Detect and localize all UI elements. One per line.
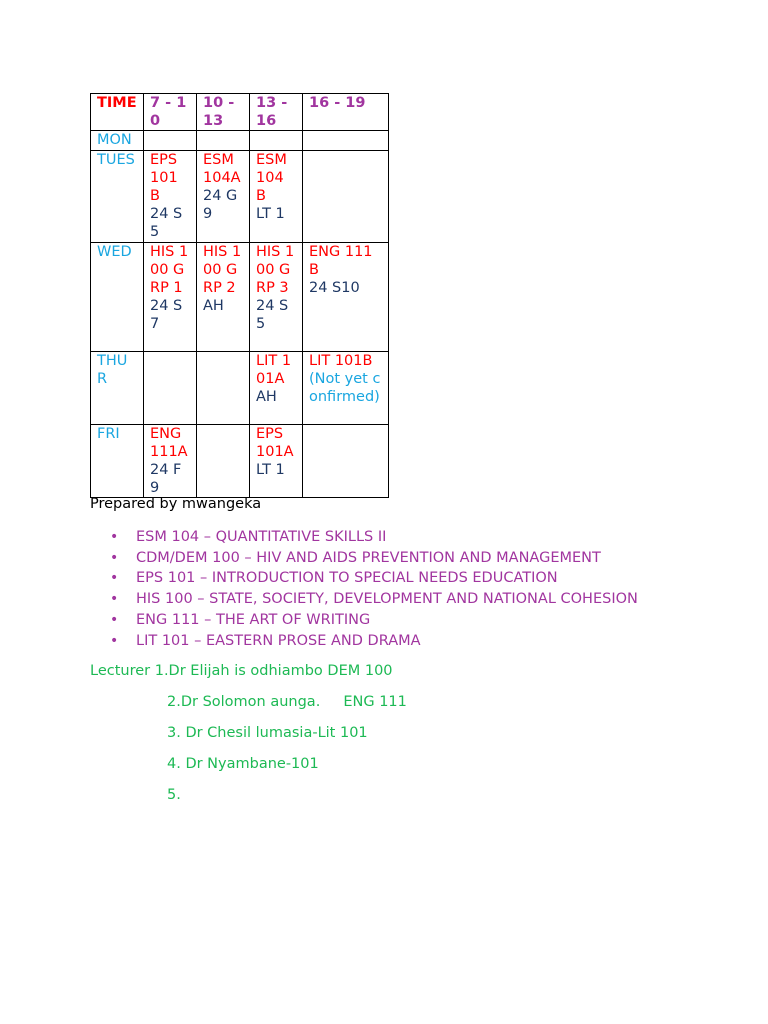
timetable-row — [91, 131, 389, 150]
header-slot-13-16: 13 - 16 — [250, 94, 303, 131]
course-title: ENG 111 – THE ART OF WRITING — [136, 611, 371, 628]
course-code: LIT 101A — [256, 352, 292, 387]
header-slot-10-13: 10 - 13 — [197, 94, 250, 131]
room-label: AH — [256, 389, 277, 406]
room-label: 24 F9 — [150, 462, 182, 497]
course-code: HIS 100 GRP 2 — [203, 243, 242, 297]
course-code: EPS 101A — [256, 425, 294, 460]
day-cell: TUES — [91, 150, 144, 242]
slot-cell — [303, 351, 389, 424]
course-title: CDM/DEM 100 – HIV AND AIDS PREVENTION AND MANAGEMENT — [136, 549, 601, 566]
lecturer-line-2: 2.Dr Solomon aunga. ENG 111 — [167, 694, 407, 710]
bullet-icon: • — [110, 591, 119, 608]
slot-cell — [303, 131, 389, 150]
slot-cell — [197, 351, 250, 424]
day-cell: MON — [91, 131, 144, 150]
slot-cell — [303, 424, 389, 498]
course-code: HIS 100 GRP 3 — [256, 243, 295, 297]
course-list-item — [110, 631, 638, 652]
slot-cell — [197, 242, 250, 351]
room-label: LT 1 — [256, 462, 285, 479]
slot-cell — [144, 424, 197, 498]
lecturer-line-4: 4. Dr Nyambane-101 — [167, 756, 319, 772]
slot-cell — [250, 424, 303, 498]
lecturer-line-5: 5. — [167, 787, 181, 803]
course-code: LIT 101B — [309, 352, 373, 369]
bullet-icon: • — [110, 570, 119, 587]
course-list — [110, 527, 638, 651]
day-cell: FRI — [91, 424, 144, 498]
slot-cell — [197, 150, 250, 242]
header-slot-7-10: 7 - 10 — [144, 94, 197, 131]
header-row — [91, 94, 389, 131]
course-list-item — [110, 568, 638, 589]
course-title: HIS 100 – STATE, SOCIETY, DEVELOPMENT AND NATIONAL COHESION — [136, 591, 638, 608]
course-title: ESM 104 – QUANTITATIVE SKILLS II — [136, 529, 387, 545]
lecturer-line-3: 3. Dr Chesil lumasia-Lit 101 — [167, 725, 368, 741]
header-time: TIME — [91, 94, 144, 131]
course-title: EPS 101 – INTRODUCTION TO SPECIAL NEEDS EDUCATION — [136, 570, 558, 587]
timetable-row — [91, 150, 389, 242]
course-title: LIT 101 – EASTERN PROSE AND DRAMA — [136, 632, 421, 649]
slot-cell — [197, 131, 250, 150]
bullet-icon: • — [110, 611, 119, 628]
course-code: ENG 111B — [309, 243, 373, 278]
room-label: 24 S5 — [256, 298, 289, 333]
slot-cell — [144, 242, 197, 351]
bullet-icon: • — [110, 549, 119, 566]
room-label: 24 S5 — [150, 206, 183, 241]
prepared-by: Prepared by mwangeka — [90, 496, 262, 512]
slot-cell — [197, 424, 250, 498]
slot-cell — [144, 150, 197, 242]
timetable-row — [91, 424, 389, 498]
course-list-item — [110, 527, 638, 548]
room-label: 24 S7 — [150, 298, 183, 333]
room-label: LT 1 — [256, 206, 285, 223]
course-code: ESM 104A — [203, 151, 241, 186]
slot-cell — [250, 150, 303, 242]
slot-cell — [303, 242, 389, 351]
room-label: 24 S10 — [309, 280, 360, 297]
timetable-row — [91, 351, 389, 424]
slot-cell — [144, 131, 197, 150]
timetable — [90, 93, 389, 498]
course-code: EPS 101 B — [150, 151, 178, 205]
course-code: ENG 111A — [150, 425, 188, 460]
slot-cell — [250, 242, 303, 351]
note-label: (Not yet confirmed) — [309, 370, 381, 406]
room-label: 24 G9 — [203, 188, 238, 223]
timetable-row — [91, 242, 389, 351]
course-code: ESM 104 B — [256, 151, 287, 205]
day-cell: WED — [91, 242, 144, 351]
bullet-icon: • — [110, 632, 119, 649]
slot-cell — [250, 131, 303, 150]
slot-cell — [303, 150, 389, 242]
course-code: HIS 100 GRP 1 — [150, 243, 189, 297]
header-slot-16-19: 16 - 19 — [303, 94, 389, 131]
course-list-item — [110, 548, 638, 569]
lecturer-line-1: Lecturer 1.Dr Elijah is odhiambo DEM 100 — [90, 663, 393, 679]
bullet-icon: • — [110, 529, 119, 545]
slot-cell — [250, 351, 303, 424]
course-list-item — [110, 610, 638, 631]
slot-cell — [144, 351, 197, 424]
room-label: AH — [203, 298, 224, 315]
course-list-item — [110, 589, 638, 610]
day-cell: THUR — [91, 351, 144, 424]
